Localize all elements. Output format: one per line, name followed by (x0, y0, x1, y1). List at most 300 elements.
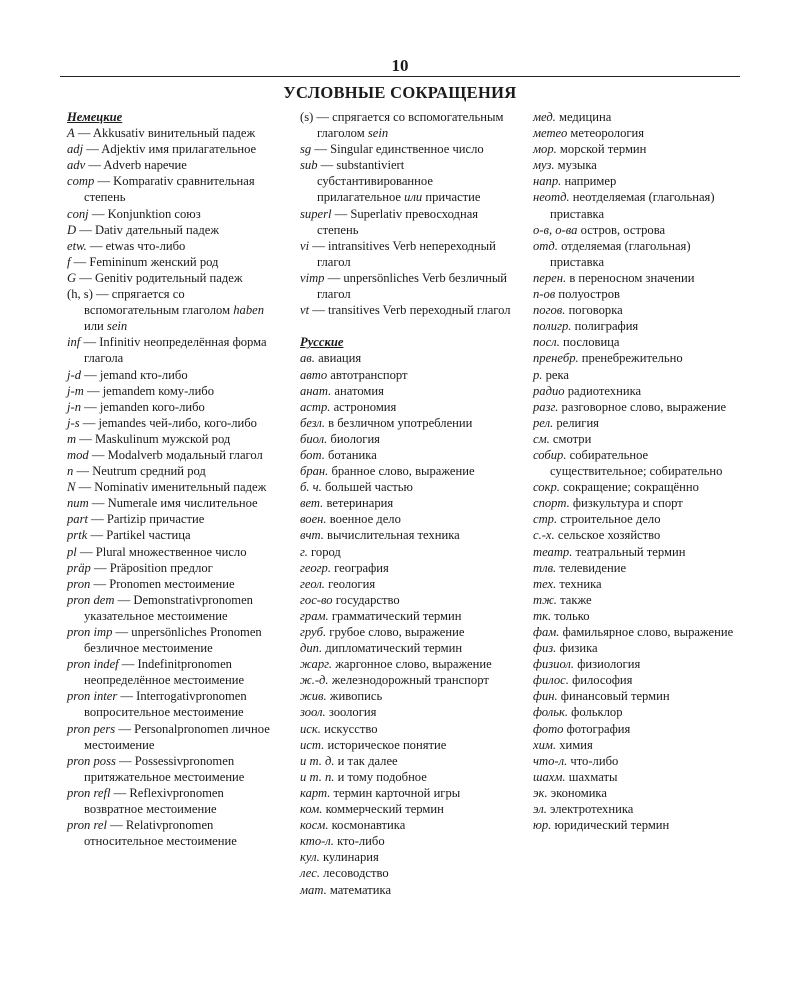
abbreviation-entry (300, 383, 514, 399)
entry-definition: шахматы (565, 769, 618, 784)
entry-definition: — substantiviert субстантивированное прилагательное (317, 158, 433, 205)
entry-abbreviation: театр. (533, 544, 573, 559)
entry-abbreviation: superl (300, 206, 332, 221)
entry-abbreviation: pron inter (67, 689, 118, 704)
entry-abbreviation: n (67, 464, 74, 479)
abbreviation-entry (300, 640, 514, 656)
entry-definition: пословица (559, 335, 620, 350)
abbreviation-entry (533, 769, 747, 785)
entry-definition: поговорка (565, 303, 623, 318)
entry-abbreviation: тлв. (533, 560, 557, 575)
abbreviation-entry (533, 640, 747, 656)
entry-abbreviation: отд. (533, 238, 558, 253)
entry-definition: дипломатический термин (322, 641, 463, 656)
entry-abbreviation: adj (67, 142, 84, 157)
entry-definition: — Konjunktion союз (88, 206, 201, 221)
entry-abbreviation: j-s (67, 415, 80, 430)
entry-definition: только (551, 608, 590, 623)
abbreviation-entry (67, 495, 281, 511)
entry-abbreviation: sub (300, 158, 318, 173)
abbreviation-entry (300, 817, 514, 833)
entry-definition: химия (556, 737, 593, 752)
abbreviation-entry (67, 222, 281, 238)
abbreviation-entry (67, 431, 281, 447)
entry-definition: метеорология (567, 126, 645, 141)
abbreviation-entry (300, 849, 514, 865)
entry-abbreviation: бран. (300, 464, 329, 479)
entry-abbreviation: фольк. (533, 705, 569, 720)
entry-definition: смотри (549, 431, 592, 446)
entry-abbreviation: ав. (300, 351, 315, 366)
entry-definition: — Possessivpronomen притяжательное местоимение (84, 753, 245, 784)
entry-definition: космонавтика (328, 818, 406, 833)
entry-definition: грамматический термин (328, 608, 462, 623)
entry-italic-word: haben (233, 303, 265, 318)
abbreviation-entry (533, 399, 747, 415)
section-heading: Русские (300, 335, 344, 350)
abbreviation-entry (300, 367, 514, 383)
abbreviation-entry (300, 737, 514, 753)
entry-abbreviation: зоол. (300, 705, 326, 720)
entry-definition: грубое слово, выражение (326, 625, 465, 639)
entry-definition: электротехника (546, 802, 634, 817)
abbreviation-entry (533, 737, 747, 753)
entry-definition: — Modalverb модальный глагол (88, 447, 263, 462)
entry-abbreviation: фото (533, 721, 564, 736)
abbreviation-entry (533, 302, 747, 318)
entry-abbreviation: ком. (300, 802, 323, 817)
entry-definition: сокращение; сокращённо (559, 480, 699, 495)
entry-definition: разговорное слово, выражение (558, 399, 727, 414)
entry-abbreviation: j-d (67, 367, 81, 382)
entry-abbreviation: mod (67, 447, 89, 462)
abbreviation-entry (533, 624, 747, 640)
abbreviation-entry (533, 479, 747, 495)
abbreviation-entry (67, 157, 281, 173)
abbreviation-entry (300, 270, 514, 302)
abbreviation-entry (67, 383, 281, 399)
entry-definition: философия (568, 673, 633, 688)
entry-definition: — unpersönliches Pronomen безличное местоимение (84, 625, 262, 656)
abbreviation-entry (67, 463, 281, 479)
entry-definition: полиграфия (571, 319, 639, 334)
entry-abbreviation: etw. (67, 238, 87, 253)
abbreviation-entry (533, 318, 747, 334)
entry-abbreviation: воен. (300, 512, 327, 527)
section-gap (300, 318, 514, 334)
entry-abbreviation: вчт. (300, 528, 324, 543)
abbreviation-entry (533, 270, 747, 286)
entry-definition: физика (556, 641, 598, 656)
entry-definition: — Genitiv родительный падеж (76, 270, 243, 285)
entry-definition: экономика (547, 785, 607, 800)
abbreviation-entry (67, 656, 281, 688)
abbreviation-entry (300, 350, 514, 366)
entry-definition: — unpersönliches Verb безличный глагол (317, 270, 508, 302)
entry-definition: — Reflexivpronomen возвратное местоимение (84, 785, 224, 817)
entry-abbreviation: pron pers (67, 721, 116, 736)
abbreviation-entry (67, 286, 281, 334)
entry-definition: фамильярное слово, выражение (559, 625, 734, 639)
abbreviation-entry (533, 721, 747, 737)
entry-abbreviation: биол. (300, 431, 328, 446)
header-rule (60, 76, 740, 77)
entry-definition: физиология (574, 657, 641, 672)
abbreviation-entry (67, 785, 281, 817)
entry-abbreviation: j-m (67, 383, 84, 398)
entry-definition: отделяемая (глагольная) приставка (550, 238, 691, 269)
entry-abbreviation: пренебр. (533, 351, 579, 366)
entry-italic-word: sein (367, 126, 389, 141)
section-heading: Немецкие (67, 110, 123, 124)
entry-definition: вычислительная техника (323, 528, 460, 543)
entry-definition: — Demonstrativpronomen указательное местоимение (84, 592, 253, 623)
page-title: УСЛОВНЫЕ СОКРАЩЕНИЯ (283, 83, 517, 102)
entry-abbreviation: с.-х. (533, 528, 555, 543)
entry-definition: жаргонное слово, выражение (332, 657, 492, 672)
abbreviation-entry (67, 141, 281, 157)
entry-definition: коммерческий термин (322, 802, 444, 817)
entry-abbreviation: pron imp (67, 625, 113, 639)
entry-abbreviation: лес. (300, 866, 320, 881)
abbreviation-entry (300, 157, 514, 205)
entry-abbreviation: эл. (533, 802, 547, 817)
entry-abbreviation: и т. п. (300, 769, 335, 784)
abbreviation-entry (67, 479, 281, 495)
abbreviation-entry (533, 415, 747, 431)
entry-definition: сельское хозяйство (554, 528, 661, 543)
entry-definition: (h, s) — спрягается со вспомогательным глаголом (67, 287, 234, 318)
abbreviation-entry (67, 592, 281, 624)
entry-abbreviation: сокр. (533, 480, 560, 495)
abbreviation-entry (300, 704, 514, 720)
entry-definition: — Plural множественное число (76, 544, 247, 559)
entry-definition: ботаника (324, 447, 377, 462)
abbreviation-entry (67, 817, 281, 849)
abbreviation-entry (300, 109, 514, 141)
entry-abbreviation: ж.-д. (300, 673, 329, 688)
entry-definition: большей частью (321, 480, 413, 495)
entry-definition: неотделяемая (глагольная) приставка (550, 190, 715, 221)
entry-definition: — Partizip причастие (88, 512, 205, 527)
abbreviation-entry (533, 704, 747, 720)
entry-definition: радиотехника (564, 383, 642, 398)
entry-definition: — Akkusativ винительный падеж (74, 126, 256, 141)
entry-abbreviation: физиол. (533, 657, 575, 672)
entry-definition: ветеринария (323, 496, 394, 511)
entry-definition: — Relativpronomen относительное местоимение (84, 818, 237, 849)
entry-abbreviation: conj (67, 206, 89, 221)
entry-definition: — transitives Verb переходный глагол (309, 303, 511, 318)
abbreviation-entry (533, 157, 747, 173)
entry-abbreviation: мед. (533, 110, 556, 124)
entry-definition: полуостров (555, 287, 620, 302)
entry-abbreviation: бот. (300, 447, 325, 462)
entry-abbreviation: анат. (300, 383, 332, 398)
entry-definition: медицина (555, 110, 612, 124)
entry-definition: в безличном употреблении (325, 415, 473, 430)
entry-abbreviation: жарг. (300, 657, 333, 672)
abbreviation-entry (533, 544, 747, 560)
abbreviation-entry (533, 222, 747, 238)
abbreviation-entry (67, 173, 281, 205)
abbreviation-entry (67, 415, 281, 431)
entry-abbreviation: р. (533, 367, 543, 382)
entry-abbreviation: num (67, 496, 89, 511)
abbreviation-entry (533, 431, 747, 447)
entry-abbreviation: карт. (300, 785, 331, 800)
abbreviation-entry (300, 688, 514, 704)
abbreviation-entry (533, 753, 747, 769)
entry-definition: — Komparativ сравнительная степень (84, 174, 255, 205)
abbreviation-entry (533, 141, 747, 157)
entry-abbreviation: авто (300, 367, 328, 382)
entry-definition: театральный термин (572, 544, 686, 559)
abbreviation-entry (67, 721, 281, 753)
abbreviation-entry (67, 688, 281, 720)
abbreviation-entry (533, 576, 747, 592)
entry-abbreviation: N (67, 480, 76, 495)
entry-definition: — Infinitiv неопределённая форма глагола (80, 335, 267, 366)
entry-abbreviation: перен. (533, 270, 567, 285)
entry-definition: и тому подобное (334, 769, 427, 784)
abbreviation-entry (300, 560, 514, 576)
entry-abbreviation: кул. (300, 850, 320, 865)
abbreviation-entry (300, 302, 514, 318)
abbreviation-entry (300, 415, 514, 431)
abbreviation-entry (533, 383, 747, 399)
entry-definition: искусство (320, 721, 378, 736)
abbreviation-entry (67, 527, 281, 543)
entry-definition: кто-либо (333, 834, 385, 849)
abbreviation-entry (533, 189, 747, 221)
abbreviation-entry (300, 801, 514, 817)
entry-definition: и так далее (334, 753, 398, 768)
abbreviation-entry (533, 801, 747, 817)
entry-abbreviation: что-л. (533, 753, 568, 768)
entry-abbreviation: sg (300, 142, 312, 157)
abbreviation-entry (300, 495, 514, 511)
entry-abbreviation: pron dem (67, 592, 115, 607)
abbreviation-entry (300, 833, 514, 849)
abbreviation-entry (533, 817, 747, 833)
entry-definition: — Partikel частица (87, 528, 191, 543)
abbreviation-entry (67, 254, 281, 270)
abbreviation-entry (533, 286, 747, 302)
abbreviation-entry (300, 527, 514, 543)
entry-abbreviation: безл. (300, 415, 325, 430)
entry-abbreviation: рел. (533, 415, 554, 430)
entry-abbreviation: pron rel (67, 818, 107, 833)
abbreviation-entry (300, 576, 514, 592)
entry-abbreviation: кто-л. (300, 834, 334, 849)
abbreviation-entry (533, 495, 747, 511)
entry-abbreviation: жив. (300, 689, 327, 704)
entry-abbreviation: неотд. (533, 190, 570, 205)
entry-abbreviation: pron refl (67, 785, 111, 800)
entry-abbreviation: груб. (300, 625, 327, 639)
abbreviation-entry (300, 753, 514, 769)
abbreviation-entry (300, 544, 514, 560)
entry-definition: лесоводство (319, 866, 389, 881)
entry-definition: техника (556, 576, 602, 591)
entry-abbreviation: m (67, 431, 77, 446)
entry-definition: — etwas что-либо (86, 238, 186, 253)
entry-definition: фотография (563, 721, 631, 736)
abbreviation-entry (67, 560, 281, 576)
entry-abbreviation: спорт. (533, 496, 570, 511)
entry-abbreviation: косм. (300, 818, 329, 833)
abbreviation-entry (300, 882, 514, 898)
abbreviation-entry (533, 527, 747, 543)
entry-definition: — Singular единственное число (311, 142, 484, 157)
abbreviation-entry (67, 624, 281, 656)
abbreviation-entry (300, 463, 514, 479)
abbreviation-entry (300, 608, 514, 624)
entry-abbreviation: посл. (533, 335, 560, 350)
entry-abbreviation: метео (533, 126, 568, 141)
entry-definition: — Adjektiv имя прилагательное (83, 142, 257, 157)
entry-definition: например (561, 174, 617, 189)
entry-definition: религия (553, 415, 599, 430)
entry-abbreviation: радио (533, 383, 565, 398)
entry-definition: — Dativ дательный падеж (76, 222, 220, 237)
entry-abbreviation: б. ч. (300, 480, 322, 495)
abbreviation-entry (67, 238, 281, 254)
entry-abbreviation: геогр. (300, 560, 331, 575)
abbreviation-entry (533, 447, 747, 479)
abbreviation-entry (67, 206, 281, 222)
entry-abbreviation: тж. (533, 592, 557, 607)
entry-definition: — Neutrum средний род (73, 464, 206, 479)
column-2 (300, 109, 514, 898)
abbreviation-entry (300, 431, 514, 447)
entry-abbreviation: ист. (300, 737, 325, 752)
entry-definition: термин карточной игры (330, 785, 461, 800)
entry-abbreviation: см. (533, 431, 550, 446)
entry-definition-continued: причастие (422, 190, 481, 205)
entry-definition: живопись (326, 689, 383, 704)
abbreviation-entry (533, 511, 747, 527)
entry-definition: в переносном значении (566, 270, 695, 285)
entry-definition: — Personalpronomen личное местоимение (84, 721, 270, 752)
entry-abbreviation: pl (67, 544, 77, 559)
entry-abbreviation: vimp (300, 270, 325, 285)
entry-abbreviation: f (67, 254, 71, 269)
entry-definition: анатомия (331, 383, 384, 398)
abbreviation-entry (533, 173, 747, 189)
entry-abbreviation: разг. (533, 399, 559, 414)
entry-abbreviation: A (67, 126, 75, 141)
abbreviation-entry (533, 656, 747, 672)
abbreviation-entry (67, 544, 281, 560)
entry-abbreviation: стр. (533, 512, 558, 527)
entry-abbreviation: мат. (300, 882, 327, 897)
abbreviation-entry (533, 367, 747, 383)
abbreviation-entry (67, 334, 281, 366)
entry-italic-word: или (404, 190, 423, 205)
entry-definition: — Pronomen местоимение (90, 576, 235, 591)
column-3 (533, 109, 747, 833)
entry-definition: — jemand кто-либо (81, 367, 188, 382)
abbreviation-entry (67, 270, 281, 286)
entry-abbreviation: prtk (67, 528, 88, 543)
entry-abbreviation: г. (300, 544, 308, 559)
abbreviation-entry (300, 479, 514, 495)
entry-definition: — Präposition предлог (90, 560, 213, 575)
abbreviation-entry (67, 447, 281, 463)
entry-definition: река (542, 367, 570, 382)
abbreviation-entry (533, 350, 747, 366)
entry-definition: биология (327, 431, 380, 446)
entry-abbreviation: фин. (533, 689, 558, 704)
abbreviation-entry (300, 624, 514, 640)
abbreviation-entry (67, 576, 281, 592)
entry-abbreviation: präp (67, 560, 91, 575)
abbreviation-entry (300, 206, 514, 238)
entry-definition: — Maskulinum мужской род (76, 431, 231, 446)
abbreviation-entry (67, 125, 281, 141)
entry-abbreviation: D (67, 222, 77, 237)
abbreviation-entry (300, 238, 514, 270)
entry-abbreviation: муз. (533, 158, 555, 173)
entry-definition: пренебрежительно (578, 351, 683, 366)
abbreviation-entry (300, 399, 514, 415)
entry-abbreviation: j-n (67, 399, 81, 414)
entry-definition: — Superlativ превосходная степень (317, 206, 479, 237)
entry-abbreviation: иск. (300, 721, 321, 736)
entry-definition: география (331, 560, 389, 575)
entry-definition: финансовый термин (557, 689, 670, 704)
entry-abbreviation: фам. (533, 625, 560, 639)
abbreviation-entry (67, 753, 281, 785)
entry-definition: зоология (325, 705, 377, 720)
entry-abbreviation: comp (67, 174, 95, 189)
abbreviation-entry (67, 399, 281, 415)
entry-definition: автотранспорт (327, 367, 408, 382)
abbreviation-entry (67, 367, 281, 383)
entry-abbreviation: мор. (533, 142, 557, 157)
entry-definition: государство (332, 592, 400, 607)
entry-abbreviation: дип. (300, 641, 323, 656)
entry-definition: — Femininum женский род (70, 254, 219, 269)
entry-abbreviation: гос-во (300, 592, 333, 607)
entry-abbreviation: напр. (533, 174, 562, 189)
entry-definition: железнодорожный транспорт (328, 673, 489, 688)
entry-abbreviation: хим. (533, 737, 557, 752)
entry-definition: что-либо (567, 753, 619, 768)
entry-definition: — Interrogativpronomen вопросительное местоимение (84, 689, 247, 720)
entry-definition: остров, острова (577, 222, 666, 237)
abbreviation-entry (300, 592, 514, 608)
entry-abbreviation: pron indef (67, 657, 119, 672)
abbreviation-entry (533, 688, 747, 704)
entry-definition: морской термин (556, 142, 647, 157)
entry-definition: астрономия (330, 399, 397, 414)
abbreviation-entry (533, 785, 747, 801)
entry-abbreviation: астр. (300, 399, 331, 414)
abbreviation-entry (300, 865, 514, 881)
entry-definition: фольклор (568, 705, 623, 720)
entry-abbreviation: pron poss (67, 753, 116, 768)
entry-abbreviation: полигр. (533, 319, 572, 334)
abbreviation-entry (300, 511, 514, 527)
entry-definition: историческое понятие (324, 737, 447, 752)
entry-abbreviation: vi (300, 238, 310, 253)
entry-definition: — Adverb наречие (85, 158, 187, 173)
entry-abbreviation: юр. (533, 818, 552, 833)
abbreviation-entry (533, 334, 747, 350)
